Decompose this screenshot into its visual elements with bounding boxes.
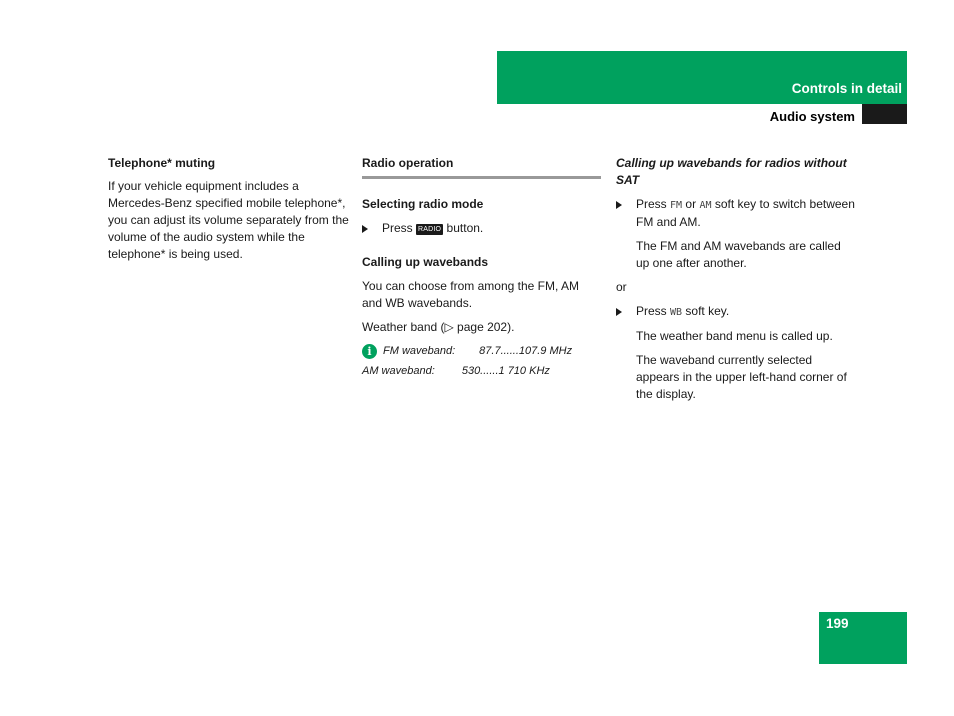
wb-soft-key: WB bbox=[670, 307, 683, 318]
heading-wavebands-without-sat: Calling up wavebands for radios without SAT bbox=[616, 156, 847, 187]
heading-rule bbox=[362, 176, 601, 179]
wavebands-text: You can choose from among the FM, AM and WB wavebands. bbox=[362, 279, 580, 310]
bullet-arrow-icon bbox=[616, 201, 622, 209]
column-radio-operation bbox=[362, 155, 602, 380]
step-press-radio: Press RADIO button. bbox=[362, 220, 602, 237]
am-soft-key: AM bbox=[699, 200, 712, 211]
subheading-selecting-radio-mode: Selecting radio mode bbox=[362, 197, 484, 211]
step-press-fm-am: Press FM or AM soft key to switch between FM and AM. bbox=[616, 196, 856, 231]
info-fm-waveband: i FM waveband: 87.7......107.9 MHz bbox=[362, 343, 602, 360]
column-wavebands-without-sat bbox=[616, 155, 856, 403]
bullet-arrow-icon bbox=[362, 225, 368, 233]
fm-soft-key: FM bbox=[670, 200, 683, 211]
section-marker bbox=[862, 104, 907, 124]
heading-telephone-muting: Telephone* muting bbox=[108, 156, 216, 170]
heading-radio-operation: Radio operation bbox=[362, 156, 454, 170]
telephone-muting-text: If your vehicle equipment includes a Mercedes-Benz specified mobile telephone*, you can adjust its volume separately from the volume of the audio system while the telephone* is being used. bbox=[108, 179, 349, 261]
fm-am-note: The FM and AM wavebands are called up one after another. bbox=[636, 239, 841, 270]
column-telephone-muting bbox=[108, 155, 350, 263]
subheading-calling-up-wavebands: Calling up wavebands bbox=[362, 255, 489, 269]
weather-menu-note: The weather band menu is called up. bbox=[636, 329, 833, 343]
weather-band-reference: Weather band (▷ page 202). bbox=[362, 320, 515, 334]
info-icon: i bbox=[362, 344, 377, 359]
or-separator: or bbox=[616, 280, 627, 294]
section-title: Audio system bbox=[769, 109, 855, 124]
chapter-title: Controls in detail bbox=[791, 81, 902, 96]
current-waveband-note: The waveband currently selected appears in the upper left-hand corner of the display. bbox=[636, 353, 847, 401]
bullet-arrow-icon bbox=[616, 308, 622, 316]
radio-button-icon: RADIO bbox=[418, 226, 442, 233]
info-am-waveband: AM waveband: 530......1 710 KHz bbox=[362, 365, 550, 377]
step-press-wb: Press WB soft key. bbox=[616, 303, 856, 321]
page-number: 199 bbox=[826, 616, 849, 631]
